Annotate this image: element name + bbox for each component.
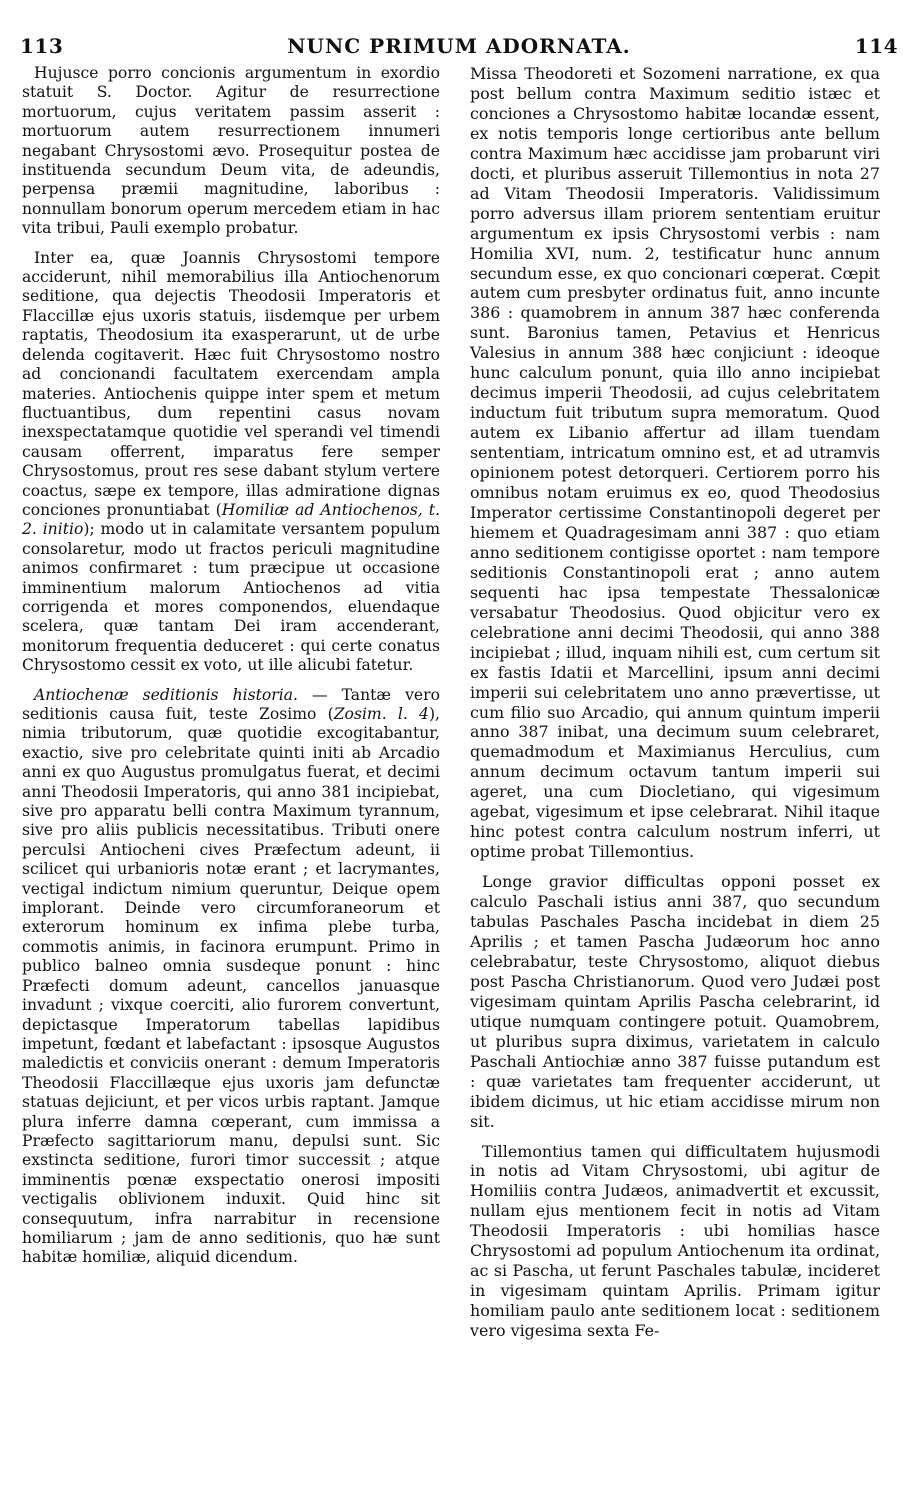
paragraph-text: — Tantæ vero seditionis causa fuit, teste Zosimo ( <box>22 685 440 723</box>
running-title: NUNC PRIMUM ADORNATA. <box>287 34 631 58</box>
left-column <box>22 64 440 1282</box>
paragraph-exordium: Hujusce porro concionis argumentum in exordio statuit S. Doctor. Agitur de resurrectione mortuorum, cujus veritatem passim asserit : mortuorum autem resurrectionem innumeri negabant Chrysostomi ævo. Prosequitur postea de instituenda secundum Deum vita, de adeundis, perpensa præmii magnitudine, laboribus : nonnullam bonorum operum mercedem etiam in hac vita tribui, Pauli exemplo probatur. <box>22 64 440 238</box>
paragraph-text: ); modo ut in calamitate versantem populum consolaretur, modo ut fractos periculi magnitudine animos confirmaret : tum præcipue ut occasione imminentium malorum Antiochenos ad vitia corrigenda et mores componendos, eluendaque scelera, quæ tantam Dei iram accenderant, monitorum frequentia deduceret : qui certe conatus Chrysostomo cessit ex voto, ut ille alicubi fatetur. <box>22 520 440 675</box>
right-column <box>470 64 880 1355</box>
paragraph-chronologia: Missa Theodoreti et Sozomeni narratione, ex qua post bellum contra Maximum seditio istæc et conciones a Chrysostomo habitæ locandæ essent, ex notis temporis longe certioribus ante bellum contra Maximum hæc accidisse jam probarunt viri docti, et pluribus asseruit Tillemontius in nota 27 ad Vitam Theodosii Imperatoris. Validissimum porro adversus illam priorem sententiam eruitur argumentum ex ipsis Chrysostomi verbis : nam Homilia XVI, num. 2, testificatur hunc annum secundum esse, ex quo concionari cœperat. Cœpit autem cum presbyter ordinatus fuit, anno incunte 386 : quamobrem in annum 387 hæc conferenda sunt. Baronius tamen, Petavius et Henricus Valesius in annum 388 hæc conjiciunt : ideoque hunc calculum ponunt, quia illo anno incipiebat decimus imperii Theodosii, ad cujus celebritatem inductum fuit tributum supra memoratum. Quod autem ex Libanio affertur ad illam tuendam sententiam, intricatum omnino est, et ad utramvis opinionem potest detorqueri. Certiorem porro his omnibus notam eruimus ex eo, quod Theodosius Imperator certissime Constantinopoli degeret per hiemem et Quadragesimam anni 387 : quo etiam anno seditionem contigisse oportet : nam tempore seditionis Constantinopoli erat ; anno autem sequenti hac ipsa tempestate Thessalonicæ versabatur Theodosius. Quod objicitur vero ex celebratione anni decimi Theodosii, qui anno 388 incipiebat ; illud, inquam nihili est, cum certum sit ex fastis Idatii et Marcellini, ipsum anni decimi imperii sui celebritatem uno anno prævertisse, ut cum filio suo Arcadio, qui annum quintum imperii anno 387 inibat, una decimum suum celebraret, quemadmodum et Maximianus Herculius, cum annum decimum octavum tantum imperii sui ageret, una cum Diocletiano, qui vigesimum agebat, vigesimum et ipse celebrarat. Nihil itaque hinc potest contra calculum nostrum inferri, ut optime probat Tillemontius. <box>470 64 880 862</box>
section-heading: Antiochenæ seditionis historia. <box>34 685 298 704</box>
paragraph-seditio-intro <box>22 249 440 676</box>
page-number-left: 113 <box>20 34 64 58</box>
paragraph-text: Inter ea, quæ Joannis Chrysostomi tempore acciderunt, nihil memorabilius illa Antiochenorum seditione, qua dejectis Theodosii Imperatoris et Flaccillæ ejus uxoris statuis, iisdemque per urbem raptatis, Theodosium ita exasperarunt, ut de urbe delenda cogitaverit. Hæc fuit Chrysostomo nostro ad concionandi facultatem exercendam ampla materies. Antiochenis quippe inter spem et metum fluctuantibus, dum repentini casus novam inexspectatamque quotidie vel sperandi vel timendi causam offerrent, imparatus fere semper Chrysostomus, prout res sese dabant stylum vertere coactus, sæpe ex tempore, illas admiratione dignas conciones pronuntiabat ( <box>22 248 440 519</box>
paragraph-pascha: Longe gravior difficultas opponi posset ex calculo Paschali istius anni 387, quo secundum tabulas Paschales Pascha incidebat in diem 25 Aprilis ; et tamen Pascha Judæorum hoc anno celebrabatur, teste Chrysostomo, aliquot diebus post Pascha Christianorum. Quod vero Judæi post vigesimam quintam Aprilis Pascha celebrarint, id utique numquam contingere potuit. Quamobrem, ut pluribus supra diximus, varietatem in calculo Paschali Antiochiæ anno 387 fuisse putandum est : quæ varietates tam frequenter acciderunt, ut ibidem dicimus, ut hic etiam accidisse mirum non sit. <box>470 872 880 1131</box>
paragraph-text: ), nimia tributorum, quæ quotidie excogitabantur, exactio, sive pro celebritate quinti initi ab Arcadio anni ex quo Augustus promulgatus fuerat, et decimi anni Theodosii Imperatoris, qui anno 381 incipiebat, sive pro apparatu belli contra Maximum tyrannum, sive pro aliis publicis necessitatibus. Tributi onere perculsi Antiocheni cives Præfectum adeunt, ii scilicet qui urbanioris notæ erant ; et lacrymantes, vectigal indictum nimium queruntur, Deique opem implorant. Deinde vero circumforaneorum et exterorum hominum ex infima plebe turba, commotis animis, in facinora erumpunt. Primo in publico balneo omnia susdeque ponunt : hinc Præfecti domum adeunt, cancellos januasque invadunt ; vixque coerciti, alio furorem convertunt, depictasque Imperatorum tabellas lapidibus impetunt, fœdant et labefactant : ipsosque Augustos maledictis et conviciis onerant : demum Imperatoris Theodosii Flaccillæque ejus uxoris jam defunctæ statuas dejiciunt, et per vicos urbis raptant. Jamque plura inferre damna cœperant, cum immissa a Præfecto sagittariorum manu, depulsi sunt. Sic exstincta seditione, furori timor successit ; atque imminentis pœnæ exspectatio onerosi impositi vectigalis oblivionem induxit. Quid hinc sit consequutum, infra narrabitur in recensione homiliarum ; jam de anno seditionis, quo hæ sunt habitæ homiliæ, aliquid dicendum. <box>22 705 440 1267</box>
citation: Zosim. l. 4 <box>333 705 429 723</box>
paragraph-seditio-historia <box>22 686 440 1268</box>
page-number-right: 114 <box>854 34 898 58</box>
citation: Homiliæ ad Antiochenos, t. 2. initio <box>22 500 440 539</box>
paragraph-tillemontius: Tillemontius tamen qui difficultatem hujusmodi in notis ad Vitam Chrysostomi, ubi agitur de Homiliis contra Judæos, animadvertit et excussit, nullam ejus mentionem fecit in notis ad Vitam Theodosii Imperatoris : ubi homilias hasce Chrysostomi ad populum Antiochenum ita ordinat, ac si Pascha, ut ferunt Paschales tabulæ, incideret in vigesimam quintam Aprilis. Primam igitur homiliam paulo ante seditionem locat : seditionem vero vigesima sexta Fe- <box>470 1141 880 1341</box>
